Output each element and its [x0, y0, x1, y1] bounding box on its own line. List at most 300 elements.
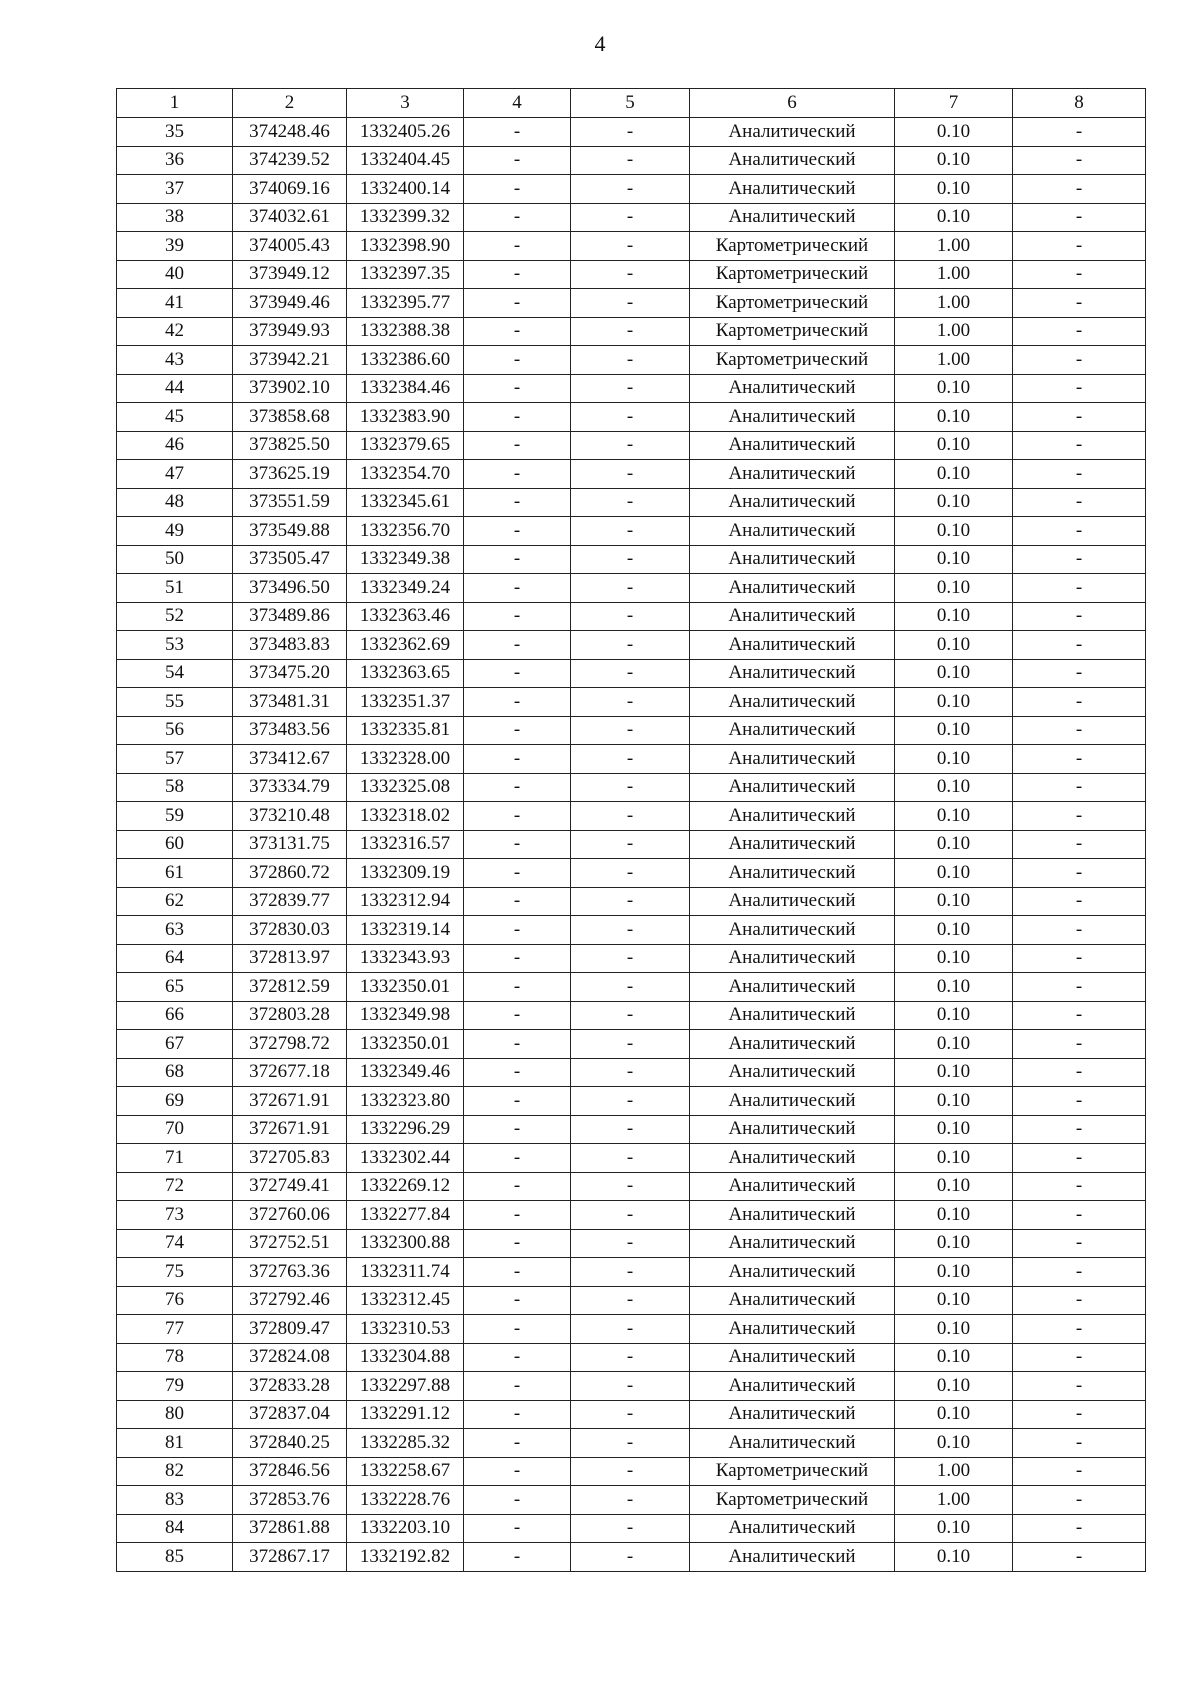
table-row — [117, 403, 1146, 432]
y-coordinate-cell: 1332351.37 — [347, 688, 464, 717]
x-coordinate-cell: 373210.48 — [233, 802, 347, 831]
accuracy-cell: 0.10 — [895, 1514, 1013, 1543]
point-number-cell: 59 — [117, 802, 233, 831]
column-5-cell: - — [571, 1229, 690, 1258]
table-row — [117, 887, 1146, 916]
point-number-cell: 46 — [117, 431, 233, 460]
point-number-cell: 43 — [117, 346, 233, 375]
column-5-cell: - — [571, 260, 690, 289]
x-coordinate-cell: 372833.28 — [233, 1372, 347, 1401]
column-header: 4 — [464, 89, 571, 118]
method-cell: Аналитический — [690, 859, 895, 888]
column-8-cell: - — [1013, 1201, 1146, 1230]
column-4-cell: - — [464, 317, 571, 346]
x-coordinate-cell: 372752.51 — [233, 1229, 347, 1258]
table-row — [117, 175, 1146, 204]
method-cell: Аналитический — [690, 403, 895, 432]
column-5-cell: - — [571, 1343, 690, 1372]
column-8-cell: - — [1013, 517, 1146, 546]
column-8-cell: - — [1013, 859, 1146, 888]
point-number-cell: 36 — [117, 146, 233, 175]
table-row — [117, 716, 1146, 745]
column-8-cell: - — [1013, 460, 1146, 489]
column-8-cell: - — [1013, 289, 1146, 318]
table-row — [117, 1030, 1146, 1059]
column-header: 1 — [117, 89, 233, 118]
column-5-cell: - — [571, 146, 690, 175]
table-row — [117, 203, 1146, 232]
method-cell: Аналитический — [690, 517, 895, 546]
accuracy-cell: 0.10 — [895, 146, 1013, 175]
column-5-cell: - — [571, 659, 690, 688]
page-number: 4 — [594, 31, 606, 56]
method-cell: Картометрический — [690, 317, 895, 346]
point-number-cell: 44 — [117, 374, 233, 403]
column-8-cell: - — [1013, 175, 1146, 204]
column-5-cell: - — [571, 1172, 690, 1201]
y-coordinate-cell: 1332349.24 — [347, 574, 464, 603]
column-8-cell: - — [1013, 1372, 1146, 1401]
point-number-cell: 56 — [117, 716, 233, 745]
point-number-cell: 80 — [117, 1400, 233, 1429]
method-cell: Аналитический — [690, 1258, 895, 1287]
column-5-cell: - — [571, 944, 690, 973]
column-4-cell: - — [464, 631, 571, 660]
y-coordinate-cell: 1332362.69 — [347, 631, 464, 660]
column-4-cell: - — [464, 1058, 571, 1087]
x-coordinate-cell: 372840.25 — [233, 1429, 347, 1458]
table-row — [117, 1429, 1146, 1458]
column-5-cell: - — [571, 203, 690, 232]
point-number-cell: 75 — [117, 1258, 233, 1287]
x-coordinate-cell: 372830.03 — [233, 916, 347, 945]
y-coordinate-cell: 1332397.35 — [347, 260, 464, 289]
x-coordinate-cell: 374069.16 — [233, 175, 347, 204]
column-8-cell: - — [1013, 1514, 1146, 1543]
table-row — [117, 260, 1146, 289]
column-8-cell: - — [1013, 1286, 1146, 1315]
point-number-cell: 48 — [117, 488, 233, 517]
accuracy-cell: 0.10 — [895, 488, 1013, 517]
column-8-cell: - — [1013, 716, 1146, 745]
column-5-cell: - — [571, 859, 690, 888]
y-coordinate-cell: 1332300.88 — [347, 1229, 464, 1258]
method-cell: Аналитический — [690, 887, 895, 916]
column-8-cell: - — [1013, 659, 1146, 688]
table-row — [117, 1543, 1146, 1572]
point-number-cell: 62 — [117, 887, 233, 916]
point-number-cell: 52 — [117, 602, 233, 631]
column-5-cell: - — [571, 1457, 690, 1486]
point-number-cell: 63 — [117, 916, 233, 945]
y-coordinate-cell: 1332309.19 — [347, 859, 464, 888]
column-4-cell: - — [464, 175, 571, 204]
column-8-cell: - — [1013, 1087, 1146, 1116]
column-4-cell: - — [464, 1201, 571, 1230]
accuracy-cell: 0.10 — [895, 1058, 1013, 1087]
column-5-cell: - — [571, 1486, 690, 1515]
column-8-cell: - — [1013, 488, 1146, 517]
column-5-cell: - — [571, 973, 690, 1002]
y-coordinate-cell: 1332323.80 — [347, 1087, 464, 1116]
column-4-cell: - — [464, 517, 571, 546]
accuracy-cell: 0.10 — [895, 830, 1013, 859]
column-4-cell: - — [464, 1343, 571, 1372]
column-4-cell: - — [464, 431, 571, 460]
point-number-cell: 70 — [117, 1115, 233, 1144]
column-4-cell: - — [464, 1486, 571, 1515]
x-coordinate-cell: 373489.86 — [233, 602, 347, 631]
y-coordinate-cell: 1332354.70 — [347, 460, 464, 489]
x-coordinate-cell: 372809.47 — [233, 1315, 347, 1344]
y-coordinate-cell: 1332203.10 — [347, 1514, 464, 1543]
column-4-cell: - — [464, 203, 571, 232]
x-coordinate-cell: 373481.31 — [233, 688, 347, 717]
column-5-cell: - — [571, 1315, 690, 1344]
method-cell: Аналитический — [690, 1343, 895, 1372]
accuracy-cell: 1.00 — [895, 317, 1013, 346]
method-cell: Аналитический — [690, 488, 895, 517]
point-number-cell: 49 — [117, 517, 233, 546]
y-coordinate-cell: 1332349.46 — [347, 1058, 464, 1087]
column-5-cell: - — [571, 1030, 690, 1059]
method-cell: Аналитический — [690, 1400, 895, 1429]
column-5-cell: - — [571, 887, 690, 916]
x-coordinate-cell: 373505.47 — [233, 545, 347, 574]
y-coordinate-cell: 1332277.84 — [347, 1201, 464, 1230]
method-cell: Аналитический — [690, 1172, 895, 1201]
y-coordinate-cell: 1332345.61 — [347, 488, 464, 517]
column-5-cell: - — [571, 716, 690, 745]
column-5-cell: - — [571, 1001, 690, 1030]
column-5-cell: - — [571, 1258, 690, 1287]
table-row — [117, 973, 1146, 1002]
column-8-cell: - — [1013, 431, 1146, 460]
column-8-cell: - — [1013, 317, 1146, 346]
x-coordinate-cell: 373949.93 — [233, 317, 347, 346]
column-5-cell: - — [571, 745, 690, 774]
accuracy-cell: 0.10 — [895, 802, 1013, 831]
accuracy-cell: 0.10 — [895, 1372, 1013, 1401]
column-5-cell: - — [571, 631, 690, 660]
column-4-cell: - — [464, 374, 571, 403]
method-cell: Аналитический — [690, 431, 895, 460]
x-coordinate-cell: 372860.72 — [233, 859, 347, 888]
column-8-cell: - — [1013, 374, 1146, 403]
column-4-cell: - — [464, 602, 571, 631]
column-4-cell: - — [464, 289, 571, 318]
column-5-cell: - — [571, 431, 690, 460]
column-4-cell: - — [464, 1457, 571, 1486]
x-coordinate-cell: 372798.72 — [233, 1030, 347, 1059]
column-8-cell: - — [1013, 802, 1146, 831]
method-cell: Аналитический — [690, 631, 895, 660]
table-row — [117, 859, 1146, 888]
table-row — [117, 659, 1146, 688]
point-number-cell: 68 — [117, 1058, 233, 1087]
column-8-cell: - — [1013, 1229, 1146, 1258]
accuracy-cell: 0.10 — [895, 403, 1013, 432]
accuracy-cell: 0.10 — [895, 887, 1013, 916]
column-4-cell: - — [464, 716, 571, 745]
y-coordinate-cell: 1332291.12 — [347, 1400, 464, 1429]
column-8-cell: - — [1013, 773, 1146, 802]
method-cell: Аналитический — [690, 374, 895, 403]
x-coordinate-cell: 373625.19 — [233, 460, 347, 489]
method-cell: Аналитический — [690, 1429, 895, 1458]
y-coordinate-cell: 1332335.81 — [347, 716, 464, 745]
column-8-cell: - — [1013, 1258, 1146, 1287]
y-coordinate-cell: 1332350.01 — [347, 1030, 464, 1059]
column-4-cell: - — [464, 1400, 571, 1429]
column-header: 5 — [571, 89, 690, 118]
y-coordinate-cell: 1332395.77 — [347, 289, 464, 318]
y-coordinate-cell: 1332316.57 — [347, 830, 464, 859]
column-5-cell: - — [571, 1115, 690, 1144]
column-5-cell: - — [571, 602, 690, 631]
accuracy-cell: 0.10 — [895, 1543, 1013, 1572]
column-8-cell: - — [1013, 346, 1146, 375]
table-row — [117, 1457, 1146, 1486]
x-coordinate-cell: 373131.75 — [233, 830, 347, 859]
column-8-cell: - — [1013, 260, 1146, 289]
point-number-cell: 57 — [117, 745, 233, 774]
point-number-cell: 37 — [117, 175, 233, 204]
point-number-cell: 41 — [117, 289, 233, 318]
point-number-cell: 77 — [117, 1315, 233, 1344]
coordinates-table — [116, 88, 1146, 1572]
table-row — [117, 1258, 1146, 1287]
accuracy-cell: 0.10 — [895, 203, 1013, 232]
x-coordinate-cell: 372824.08 — [233, 1343, 347, 1372]
header-row — [117, 89, 1146, 118]
column-8-cell: - — [1013, 973, 1146, 1002]
point-number-cell: 45 — [117, 403, 233, 432]
column-8-cell: - — [1013, 1315, 1146, 1344]
x-coordinate-cell: 373902.10 — [233, 374, 347, 403]
column-4-cell: - — [464, 545, 571, 574]
table-row — [117, 1229, 1146, 1258]
column-4-cell: - — [464, 346, 571, 375]
point-number-cell: 47 — [117, 460, 233, 489]
method-cell: Аналитический — [690, 1144, 895, 1173]
y-coordinate-cell: 1332325.08 — [347, 773, 464, 802]
table-row — [117, 1172, 1146, 1201]
column-5-cell: - — [571, 1400, 690, 1429]
method-cell: Аналитический — [690, 659, 895, 688]
method-cell: Аналитический — [690, 1201, 895, 1230]
table-row — [117, 916, 1146, 945]
table-row — [117, 1001, 1146, 1030]
column-8-cell: - — [1013, 1144, 1146, 1173]
table-row — [117, 374, 1146, 403]
column-4-cell: - — [464, 146, 571, 175]
column-8-cell: - — [1013, 1429, 1146, 1458]
method-cell: Аналитический — [690, 1030, 895, 1059]
x-coordinate-cell: 372677.18 — [233, 1058, 347, 1087]
column-5-cell: - — [571, 488, 690, 517]
method-cell: Аналитический — [690, 1372, 895, 1401]
accuracy-cell: 0.10 — [895, 716, 1013, 745]
y-coordinate-cell: 1332349.38 — [347, 545, 464, 574]
column-8-cell: - — [1013, 574, 1146, 603]
x-coordinate-cell: 373825.50 — [233, 431, 347, 460]
y-coordinate-cell: 1332399.32 — [347, 203, 464, 232]
x-coordinate-cell: 373551.59 — [233, 488, 347, 517]
point-number-cell: 64 — [117, 944, 233, 973]
point-number-cell: 51 — [117, 574, 233, 603]
table-row — [117, 1144, 1146, 1173]
method-cell: Аналитический — [690, 1286, 895, 1315]
table-row — [117, 944, 1146, 973]
accuracy-cell: 1.00 — [895, 289, 1013, 318]
x-coordinate-cell: 373334.79 — [233, 773, 347, 802]
y-coordinate-cell: 1332302.44 — [347, 1144, 464, 1173]
y-coordinate-cell: 1332312.45 — [347, 1286, 464, 1315]
table-row — [117, 517, 1146, 546]
accuracy-cell: 0.10 — [895, 517, 1013, 546]
point-number-cell: 72 — [117, 1172, 233, 1201]
accuracy-cell: 0.10 — [895, 659, 1013, 688]
accuracy-cell: 0.10 — [895, 631, 1013, 660]
method-cell: Аналитический — [690, 175, 895, 204]
accuracy-cell: 0.10 — [895, 431, 1013, 460]
y-coordinate-cell: 1332318.02 — [347, 802, 464, 831]
point-number-cell: 40 — [117, 260, 233, 289]
table-row — [117, 1201, 1146, 1230]
point-number-cell: 85 — [117, 1543, 233, 1572]
y-coordinate-cell: 1332328.00 — [347, 745, 464, 774]
column-8-cell: - — [1013, 1172, 1146, 1201]
y-coordinate-cell: 1332350.01 — [347, 973, 464, 1002]
point-number-cell: 38 — [117, 203, 233, 232]
method-cell: Аналитический — [690, 146, 895, 175]
table-row — [117, 346, 1146, 375]
table-row — [117, 1486, 1146, 1515]
column-4-cell: - — [464, 1144, 571, 1173]
table-row — [117, 232, 1146, 261]
x-coordinate-cell: 372803.28 — [233, 1001, 347, 1030]
method-cell: Аналитический — [690, 688, 895, 717]
method-cell: Аналитический — [690, 1315, 895, 1344]
table-row — [117, 118, 1146, 147]
point-number-cell: 84 — [117, 1514, 233, 1543]
x-coordinate-cell: 373858.68 — [233, 403, 347, 432]
x-coordinate-cell: 372846.56 — [233, 1457, 347, 1486]
accuracy-cell: 1.00 — [895, 1457, 1013, 1486]
x-coordinate-cell: 372671.91 — [233, 1115, 347, 1144]
column-4-cell: - — [464, 1229, 571, 1258]
method-cell: Аналитический — [690, 1543, 895, 1572]
column-8-cell: - — [1013, 203, 1146, 232]
x-coordinate-cell: 372839.77 — [233, 887, 347, 916]
point-number-cell: 66 — [117, 1001, 233, 1030]
point-number-cell: 83 — [117, 1486, 233, 1515]
accuracy-cell: 0.10 — [895, 1315, 1013, 1344]
column-5-cell: - — [571, 1429, 690, 1458]
accuracy-cell: 0.10 — [895, 1030, 1013, 1059]
x-coordinate-cell: 373496.50 — [233, 574, 347, 603]
y-coordinate-cell: 1332258.67 — [347, 1457, 464, 1486]
accuracy-cell: 0.10 — [895, 1229, 1013, 1258]
x-coordinate-cell: 372749.41 — [233, 1172, 347, 1201]
column-header: 8 — [1013, 89, 1146, 118]
table-row — [117, 460, 1146, 489]
point-number-cell: 54 — [117, 659, 233, 688]
method-cell: Аналитический — [690, 1229, 895, 1258]
column-5-cell: - — [571, 1514, 690, 1543]
y-coordinate-cell: 1332319.14 — [347, 916, 464, 945]
column-8-cell: - — [1013, 745, 1146, 774]
column-4-cell: - — [464, 830, 571, 859]
method-cell: Аналитический — [690, 574, 895, 603]
method-cell: Аналитический — [690, 830, 895, 859]
point-number-cell: 73 — [117, 1201, 233, 1230]
point-number-cell: 67 — [117, 1030, 233, 1059]
accuracy-cell: 0.10 — [895, 1087, 1013, 1116]
point-number-cell: 81 — [117, 1429, 233, 1458]
column-8-cell: - — [1013, 403, 1146, 432]
y-coordinate-cell: 1332228.76 — [347, 1486, 464, 1515]
column-4-cell: - — [464, 1429, 571, 1458]
point-number-cell: 69 — [117, 1087, 233, 1116]
column-5-cell: - — [571, 460, 690, 489]
table-row — [117, 146, 1146, 175]
column-8-cell: - — [1013, 830, 1146, 859]
accuracy-cell: 0.10 — [895, 859, 1013, 888]
accuracy-cell: 0.10 — [895, 1144, 1013, 1173]
x-coordinate-cell: 374239.52 — [233, 146, 347, 175]
table-header — [117, 89, 1146, 118]
column-5-cell: - — [571, 346, 690, 375]
y-coordinate-cell: 1332404.45 — [347, 146, 464, 175]
column-5-cell: - — [571, 374, 690, 403]
accuracy-cell: 0.10 — [895, 1201, 1013, 1230]
table-row — [117, 602, 1146, 631]
x-coordinate-cell: 374032.61 — [233, 203, 347, 232]
method-cell: Аналитический — [690, 118, 895, 147]
y-coordinate-cell: 1332379.65 — [347, 431, 464, 460]
column-8-cell: - — [1013, 1058, 1146, 1087]
y-coordinate-cell: 1332405.26 — [347, 118, 464, 147]
column-5-cell: - — [571, 802, 690, 831]
accuracy-cell: 0.10 — [895, 1258, 1013, 1287]
accuracy-cell: 0.10 — [895, 374, 1013, 403]
accuracy-cell: 0.10 — [895, 1429, 1013, 1458]
method-cell: Аналитический — [690, 773, 895, 802]
column-5-cell: - — [571, 830, 690, 859]
column-4-cell: - — [464, 1172, 571, 1201]
table-row — [117, 1286, 1146, 1315]
accuracy-cell: 1.00 — [895, 346, 1013, 375]
x-coordinate-cell: 372867.17 — [233, 1543, 347, 1572]
method-cell: Аналитический — [690, 1058, 895, 1087]
point-number-cell: 79 — [117, 1372, 233, 1401]
table-row — [117, 289, 1146, 318]
accuracy-cell: 0.10 — [895, 1286, 1013, 1315]
column-4-cell: - — [464, 916, 571, 945]
y-coordinate-cell: 1332386.60 — [347, 346, 464, 375]
y-coordinate-cell: 1332356.70 — [347, 517, 464, 546]
method-cell: Аналитический — [690, 1115, 895, 1144]
accuracy-cell: 0.10 — [895, 944, 1013, 973]
method-cell: Аналитический — [690, 545, 895, 574]
column-4-cell: - — [464, 944, 571, 973]
column-5-cell: - — [571, 1201, 690, 1230]
point-number-cell: 50 — [117, 545, 233, 574]
y-coordinate-cell: 1332363.46 — [347, 602, 464, 631]
accuracy-cell: 1.00 — [895, 260, 1013, 289]
